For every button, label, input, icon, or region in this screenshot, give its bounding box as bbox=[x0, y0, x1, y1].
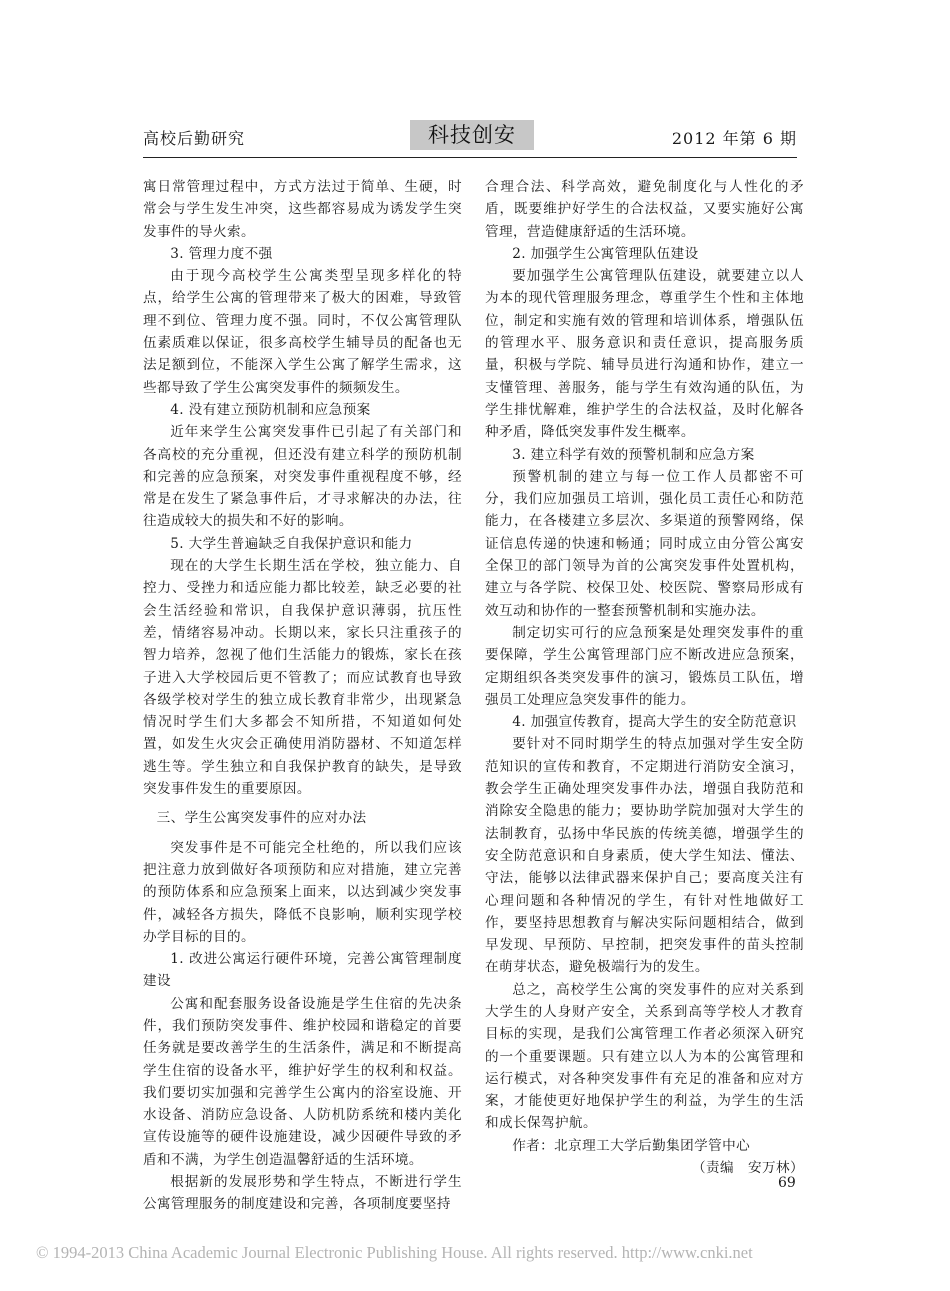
page-number: 69 bbox=[778, 1175, 796, 1191]
section-badge: 科技创安 bbox=[410, 120, 534, 150]
paragraph: 要针对不同时期学生的特点加强对学生安全防范知识的宣传和教育，不定期进行消防安全演习，教会学生正确处理突发事件办法，增强自我防范和消除安全隐患的能力；要协助学院加强对大学生的法制教育，弘扬中华民族的传统美德，增强学生的安全防范意识和自身素质，使大学生知法、懂法、守法，能够以法律武器来保护自己；要高度关注有心理问题和各种情况的学生，有针对性地做好工作，要坚持思想教育与解决实际问题相结合，做到早发现、早预防、早控制，把突发事件的苗头控制在萌芽状态，避免极端行为的发生。 bbox=[485, 736, 804, 976]
paragraph: 近年来学生公寓突发事件已引起了有关部门和各高校的充分重视，但还没有建立科学的预防机制和完善的应急预案，对突发事件重视程度不够，经常是在发生了紧急事件后，才寻求解决的办法，往往造成较大的损失和不好的影响。 bbox=[143, 424, 462, 530]
header-rule bbox=[143, 157, 797, 158]
subheading: 4. 没有建立预防机制和应急预案 bbox=[170, 401, 371, 418]
page-header bbox=[143, 120, 797, 152]
paragraph: 要加强学生公寓管理队伍建设，就要建立以人为本的现代管理服务理念，尊重学生个性和主体地位，制定和实施有效的管理和培训体系，增强队伍的管理水平、服务意识和责任意识，提高服务质量，积极与学院、辅导员进行沟通和协作，建立一支懂管理、善服务，能与学生有效沟通的队伍，为学生排忧解难，维护学生的合法权益，及时化解各种矛盾，降低突发事件发生概率。 bbox=[485, 268, 804, 441]
subheading: 4. 加强宣传教育，提高大学生的安全防范意识 bbox=[512, 714, 797, 731]
subheading: 5. 大学生普遍缺乏自我保护意识和能力 bbox=[170, 535, 413, 552]
right-column bbox=[485, 176, 804, 1179]
subheading: 2. 加强学生公寓管理队伍建设 bbox=[512, 245, 699, 262]
paragraph: 由于现今高校学生公寓类型呈现多样化的特点，给学生公寓的管理带来了极大的困难，导致管理不到位、管理力度不强。同时，不仅公寓管理队伍素质难以保证，很多高校学生辅导员的配备也无法足额到位，不能深入学生公寓了解学生需求，这些都导致了学生公寓突发事件的频频发生。 bbox=[143, 268, 462, 396]
subheading: 3. 管理力度不强 bbox=[170, 245, 273, 262]
paragraph: 现在的大学生长期生活在学校，独立能力、自控力、受挫力和适应能力都比较差，缺乏必要的社会生活经验和常识，自我保护意识薄弱，抗压性差，情绪容易冲动。长期以来，家长只注重孩子的智力培养，忽视了他们生活能力的锻炼，家长在孩子进入大学校园后更不管教了；而应试教育也导致各级学校对学生的独立成长教育非常少，出现紧急情况时学生们大多都会不知所措，不知道如何处置，如发生火灾会正确使用消防器材、不知道怎样逃生等。学生独立和自我保护教育的缺失，是导致突发事件发生的重要原因。 bbox=[143, 558, 462, 798]
subheading: 3. 建立科学有效的预警机制和应急方案 bbox=[512, 446, 755, 463]
paragraph: 突发事件是不可能完全杜绝的，所以我们应该把注意力放到做好各项预防和应对措施，建立完善的预防体系和应急预案上面来，以达到减少突发事件，减轻各方损失，降低不良影响，顺利实现学校办学目标的目的。 bbox=[143, 839, 462, 945]
paragraph: 寓日常管理过程中，方式方法过于简单、生硬，时常会与学生发生冲突，这些都容易成为诱发学生突发事件的导火索。 bbox=[143, 179, 462, 240]
section-heading: 三、学生公寓突发事件的应对办法 bbox=[156, 810, 367, 827]
paragraph: 预警机制的建立与每一位工作人员都密不可分，我们应加强员工培训，强化员工责任心和防范能力，在各楼建立多层次、多渠道的预警网络，保证信息传递的快速和畅通；同时成立由分管公寓安全保卫的部门领导为首的公寓突发事件处置机构，建立与各学院、校保卫处、校医院、警察局形成有效互动和协作的一整套预警机制和实施办法。 bbox=[485, 468, 804, 619]
paragraph: 公寓和配套服务设备设施是学生住宿的先决条件，我们预防突发事件、维护校园和谐稳定的首要任务就是要改善学生的生活条件，满足和不断提高学生住宿的设备水平，维护好学生的权利和权益。我们要切实加强和完善学生公寓内的浴室设施、开水设备、消防应急设备、人防机防系统和楼内美化宣传设施等的硬件设施建设，减少因硬件导致的矛盾和不满，为学生创造温馨舒适的生活环境。 bbox=[143, 995, 462, 1168]
copyright-notice: © 1994-2013 China Academic Journal Electronic Publishing House. All rights reserved. http://www.cnki.net bbox=[36, 1243, 753, 1262]
paragraph: 总之，高校学生公寓的突发事件的应对关系到大学生的人身财产安全，关系到高等学校人才教育目标的实现，是我们公寓管理工作者必须深入研究的一个重要课题。只有建立以人为本的公寓管理和运行模式，对各种突发事件有充足的准备和应对方案，才能使更好地保护学生的利益，为学生的生活和成长保驾护航。 bbox=[485, 981, 804, 1132]
journal-name: 高校后勤研究 bbox=[143, 129, 246, 148]
paragraph: 根据新的发展形势和学生特点，不断进行学生公寓管理服务的制度建设和完善，各项制度要坚持 bbox=[143, 1174, 462, 1213]
issue-label: 2012 年第 6 期 bbox=[671, 129, 797, 148]
paragraph: 制定切实可行的应急预案是处理突发事件的重要保障，学生公寓管理部门应不断改进应急预案，定期组织各类突发事件的演习，锻炼员工队伍，增强员工处理应急突发事件的能力。 bbox=[485, 624, 804, 708]
paragraph: 合理合法、科学高效，避免制度化与人性化的矛盾，既要维护好学生的合法权益，又要实施好公寓管理，营造健康舒适的生活环境。 bbox=[485, 179, 804, 240]
editor-line: （责编 安万林） bbox=[692, 1160, 804, 1177]
author-line: 作者：北京理工大学后勤集团学管中心 bbox=[512, 1137, 751, 1154]
left-column bbox=[143, 176, 462, 1216]
subheading: 1. 改进公寓运行硬件环境，完善公寓管理制度建设 bbox=[143, 951, 462, 990]
